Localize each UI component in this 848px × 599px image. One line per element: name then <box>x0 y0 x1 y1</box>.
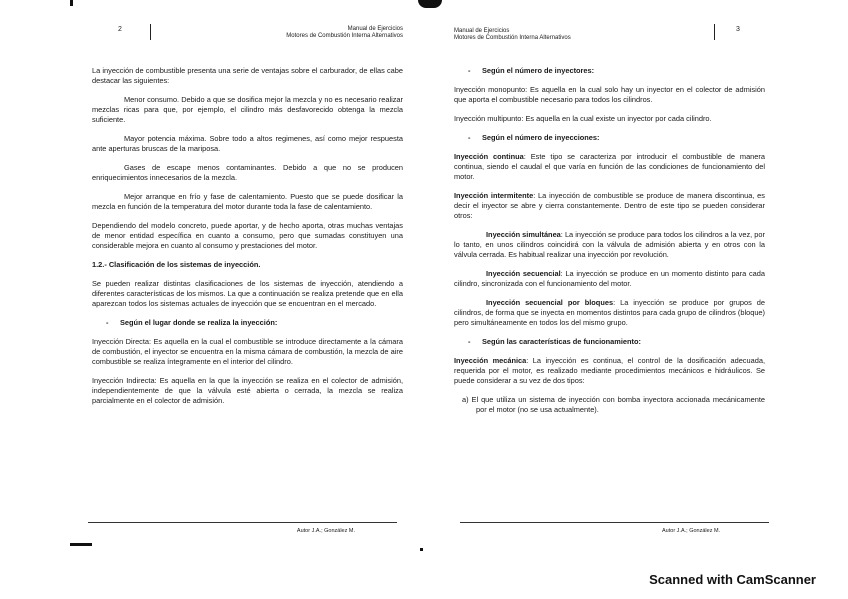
right-page <box>442 0 787 560</box>
list-item: a) El que utiliza un sistema de inyección con bomba inyectora accionada mecánicamente por el motor (no se usa actualmente). <box>462 395 765 414</box>
left-page-header <box>70 20 415 48</box>
scanner-watermark: Scanned with CamScanner <box>649 572 816 587</box>
advantage-paragraph: Menor consumo. Debido a que se dosifica mejor la mezcla y no es necesario realizar mezclas ricas para que, por ejemplo, el cilindro más desfavorecido obtenga la mezcla suficiente. <box>92 95 403 124</box>
subsection-bullet: - Según las características de funcionamiento: <box>468 337 641 346</box>
right-page-footer <box>442 518 787 538</box>
right-page-header <box>442 20 787 48</box>
section-heading: 1.2.- Clasificación de los sistemas de inyección. <box>92 260 261 269</box>
advantage-paragraph: Gases de escape menos contaminantes. Debido a que no se producen enriquecimientos innecesarios de la mezcla. <box>92 163 403 182</box>
left-page-number: 2 <box>118 26 122 33</box>
subsection-bullet: - Según el lugar donde se realiza la inyección: <box>106 318 278 327</box>
subsection-bullet: - Según el número de inyecciones: <box>468 133 600 142</box>
body-paragraph: Inyección monopunto: Es aquella en la cual solo hay un inyector en el colector de admisión que aporta el combustible necesario para todos los cilindros. <box>454 85 765 104</box>
footer-rule <box>88 522 397 523</box>
right-header-title: Manual de Ejercicios Motores de Combustión Interna Alternativos <box>454 28 571 41</box>
corner-mark <box>420 548 423 551</box>
body-paragraph: Inyección mecánica: La inyección es continua, el control de la dosificación adecuada, requerida por el motor, es realizado mediante procedimientos mecánicos e hidráulicos. Se puede considerar a su vez de dos tipos: <box>454 356 765 385</box>
corner-mark <box>70 0 73 6</box>
left-page <box>70 0 415 560</box>
footer-author: Autor J.A.; González M. <box>662 528 721 534</box>
left-header-title: Manual de Ejercicios Motores de Combustión Interna Alternativos <box>286 26 403 39</box>
body-paragraph: Se pueden realizar distintas clasificaciones de los sistemas de inyección, atendiendo a diferentes características de los mismos. La que a continuación se realiza pretende que en ella aparezcan todos los sistemas actuales de inyección que se encuentran en el mercado. <box>92 279 403 308</box>
body-paragraph: Inyección secuencial: La inyección se produce en un momento distinto para cada cilindro, sincronizada con el funcionamiento del motor. <box>454 269 765 288</box>
body-paragraph: Inyección simultánea: La inyección se produce para todos los cilindros a la vez, por lo tanto, en unos cilindros coincidirá con la válvula de admisión abierta y en otros con la válvula cerrada. Es habitual realizar una inyección por revolución. <box>454 230 765 259</box>
footer-author: Autor J.A.; González M. <box>296 528 355 534</box>
binding-shadow <box>418 0 442 8</box>
body-paragraph: Inyección multipunto: Es aquella en la cual existe un inyector por cada cilindro. <box>454 114 712 123</box>
body-paragraph: Inyección Directa: Es aquella en la cual el combustible se introduce directamente a la cámara de combustión, el inyector se encuentra en la misma cámara de combustión, la mezcla de aire combustible se realiza íntegramente en el interior del cilindro. <box>92 337 403 366</box>
left-page-footer <box>70 518 415 538</box>
advantage-paragraph: Mayor potencia máxima. Sobre todo a altos regimenes, así como mejor respuesta ante aperturas bruscas de la mariposa. <box>92 134 403 153</box>
body-paragraph: Inyección secuencial por bloques: La inyección se produce por grupos de cilindros, de forma que se inyecta en momentos distintos para cada grupo de cilindros (bloque) pero simultáneamente en todos los del mismo grupo. <box>454 298 765 327</box>
body-paragraph: Dependiendo del modelo concreto, puede aportar, y de hecho aporta, otras muchas ventajas de menor entidad específica en cuanto a consumo, pero que sumadas constituyen una considerable mejora en cuanto al consumo y prestaciones del motor. <box>92 221 403 250</box>
subsection-bullet: - Según el número de inyectores: <box>468 66 595 75</box>
header-divider <box>150 24 151 40</box>
body-paragraph: Inyección Indirecta: Es aquella en la que la inyección se realiza en el colector de admisión, independientemente de que la válvula esté abierta o cerrada, la mezcla se realiza parcialmente en el colector de admisión. <box>92 376 403 405</box>
left-page-body <box>92 66 403 415</box>
footer-rule <box>460 522 769 523</box>
intro-paragraph: La inyección de combustible presenta una serie de ventajas sobre el carburador, de ellas cabe destacar las siguientes: <box>92 66 403 85</box>
header-divider <box>714 24 715 40</box>
advantage-paragraph: Mejor arranque en frío y fase de calentamiento. Puesto que se puede dosificar la mezcla en función de la temperatura del motor durante toda la fase de calentamiento. <box>92 192 403 211</box>
corner-mark <box>70 543 92 546</box>
body-paragraph: Inyección continua: Este tipo se caracteriza por introducir el combustible de manera continua, siendo el caudal el que varía en función de las condiciones de funcionamiento del motor. <box>454 152 765 181</box>
body-paragraph: Inyección intermitente: La inyección de combustible se produce de manera discontinua, es decir el inyector se abre y cierra constantemente. Dentro de este tipo se pueden considerar otros: <box>454 191 765 220</box>
right-page-number: 3 <box>736 26 740 33</box>
right-page-body <box>454 66 765 424</box>
